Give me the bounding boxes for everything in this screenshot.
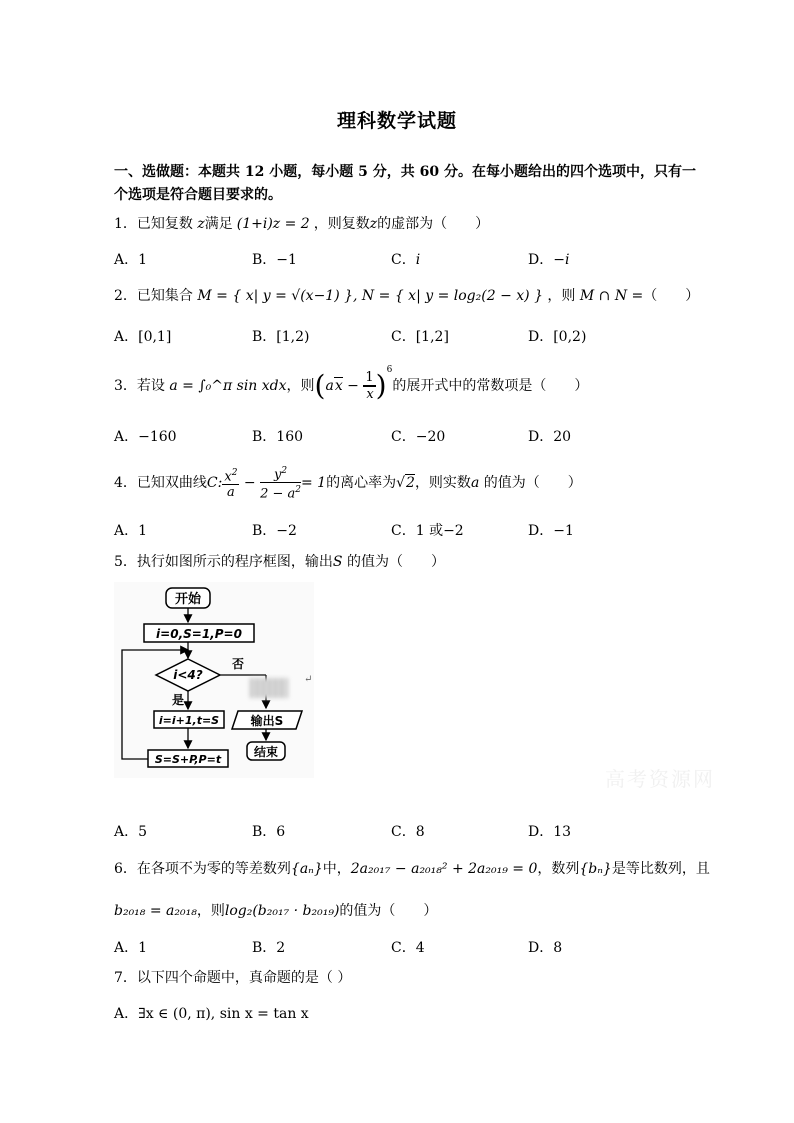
q2-text-pre: 已知集合	[136, 288, 198, 304]
q1-text-mid: 满足	[204, 216, 233, 232]
q2-option-b: B．[1,2)	[252, 329, 310, 345]
q4-text-tail: 的值为（ ）	[479, 474, 582, 491]
q6-option-b: B．2	[252, 940, 286, 956]
q4-text-post: ，则实数	[414, 474, 471, 491]
q2-option-d: D．[0,2)	[528, 329, 587, 345]
section-heading-line1: 一、选做题：本题共 12 小题，每小题 5 分，共 60 分。在每小题给出的四个选项中，只有一	[114, 164, 696, 180]
q5-var-s: S	[332, 554, 343, 570]
q4-curve-label: C:	[206, 474, 223, 491]
q4-option-c: C．1 或−2	[391, 523, 464, 539]
q6-option-d: D．8	[528, 940, 563, 956]
question-1	[114, 213, 489, 233]
q1-option-b: B．−1	[252, 252, 297, 268]
question-6-line1	[114, 858, 710, 878]
q2-expression: M ∩ N =	[579, 288, 644, 304]
q6-seq-a: {aₙ}	[290, 861, 323, 877]
page-title: 理科数学试题	[336, 110, 457, 132]
q1-var-z2: z	[369, 216, 378, 232]
q2-sets: M = { x| y = √(x−1) }, N = { x| y = log₂(2 − x) }	[197, 288, 543, 304]
q1-text-tail: 的虚部为（ ）	[377, 216, 490, 232]
q1-text-pre: 已知复数	[136, 216, 198, 232]
q3-option-a: A．−160	[114, 429, 177, 445]
q3-text-pre: 若设	[136, 378, 170, 394]
q6-line2-expression: log₂(b₂₀₁₇ · b₂₀₁₉)	[224, 903, 340, 919]
q1-option-a: A．1	[114, 252, 148, 268]
q5-option-b: B．6	[252, 824, 286, 840]
q6-option-a: A．1	[114, 940, 148, 956]
question-4: 4．已知双曲线C: $\frac{x^2}{a}$ − $\frac{y^2}{2 - a^2}$ = 1的离心率为√2，则实数a 的值为（ ）	[114, 466, 582, 502]
q1-text-post: ，则复数	[313, 216, 370, 232]
flow-step1-label: i=i+1,t=S	[158, 714, 220, 727]
q1-equation: (1+i)z = 2	[236, 216, 310, 232]
q6-line2-mid: ，则	[196, 903, 225, 919]
question-7	[114, 967, 351, 987]
q2-text-post: ，则	[542, 288, 580, 304]
q4-option-b: B．−2	[252, 523, 297, 539]
q4-option-a: A．1	[114, 523, 148, 539]
q5-option-a: A．5	[114, 824, 148, 840]
q6-text-mid: 中，	[322, 861, 351, 877]
q1-option-d-value: −i	[553, 252, 570, 268]
question-number: 2．	[114, 288, 137, 304]
q4-text-mid: 的离心率为	[326, 474, 397, 491]
flow-decision-label: i<4?	[173, 668, 203, 682]
question-number: 6．	[114, 861, 137, 877]
q6-option-c: C．4	[391, 940, 425, 956]
q6-text-post: ，数列	[537, 861, 580, 877]
q4-equation-tail: = 1	[301, 474, 327, 491]
q3-integral: a = ∫₀^π sin xdx	[169, 378, 287, 394]
q6-seq-b: {bₙ}	[579, 861, 612, 877]
q2-text-tail: （ ）	[643, 288, 700, 304]
q1-option-d	[528, 249, 569, 269]
q2-option-c: C．[1,2]	[391, 329, 449, 345]
flow-output-label: 输出S	[250, 714, 284, 728]
question-number: 4．	[114, 474, 137, 491]
section-heading-line2: 个选项是符合题目要求的。	[114, 187, 282, 203]
q3-text-mid: ，则	[286, 378, 315, 394]
question-5	[114, 551, 445, 571]
paren-open: (	[314, 369, 326, 402]
q6-equation: 2a₂₀₁₇ − a₂₀₁₈² + 2a₂₀₁₉ = 0	[350, 861, 538, 877]
flow-init-label: i=0,S=1,P=0	[156, 627, 242, 641]
flow-yes-label: 是	[172, 693, 185, 707]
q6-line2-equation: b₂₀₁₈ = a₂₀₁₈	[114, 903, 197, 919]
q2-option-a: A．[0,1]	[114, 329, 172, 345]
q7-text: 以下四个命题中，真命题的是（ ）	[136, 970, 352, 986]
q3-option-b: B．160	[252, 429, 304, 445]
q5-option-c: C．8	[391, 824, 425, 840]
q5-text: 执行如图所示的程序框图，输出	[136, 554, 333, 570]
q6-line2-tail: 的值为（ ）	[339, 903, 438, 919]
q1-option-c-label: C．	[391, 252, 416, 268]
q3-option-c: C．−20	[391, 429, 446, 445]
q7-option-a: A．∃x ∈ (0, π), sin x = tan x	[114, 1006, 309, 1022]
q5-option-d: D．13	[528, 824, 572, 840]
q3-option-d: D．20	[528, 429, 572, 445]
q1-option-c	[391, 249, 420, 269]
question-number: 7．	[114, 970, 137, 986]
q1-option-d-label: D．	[528, 252, 554, 268]
q6-text-tail: 是等比数列，且	[611, 861, 710, 877]
q4-text-pre: 已知双曲线	[136, 474, 207, 491]
q5-text-tail: 的值为（ ）	[342, 554, 445, 570]
flow-no-label: 否	[232, 657, 245, 671]
question-number: 1．	[114, 216, 137, 232]
question-number: 3．	[114, 378, 137, 394]
question-number: 5．	[114, 554, 137, 570]
q1-var-z: z	[197, 216, 205, 232]
question-3: 3．若设 a = ∫₀^π sin xdx，则(ax − $\frac{1}{x}$ )$^6$的展开式中的常数项是（ ）	[114, 365, 589, 402]
paren-close: )	[375, 369, 387, 402]
blurred-artifact	[250, 678, 288, 698]
q3-text-tail: 的展开式中的常数项是（ ）	[392, 378, 589, 394]
q4-var-a: a	[470, 474, 480, 491]
question-2	[114, 285, 699, 305]
watermark: 高考资源网	[605, 767, 715, 791]
flow-start-label: 开始	[174, 592, 202, 607]
question-6-line2	[114, 900, 437, 920]
q4-option-d: D．−1	[528, 523, 574, 539]
q6-text-pre: 在各项不为零的等差数列	[136, 861, 291, 877]
flow-step2-label: S=S+P,P=t	[154, 753, 222, 766]
q1-option-c-value: i	[415, 252, 421, 268]
flow-end-label: 结束	[253, 745, 279, 759]
return-mark-icon: ↵	[304, 674, 313, 685]
